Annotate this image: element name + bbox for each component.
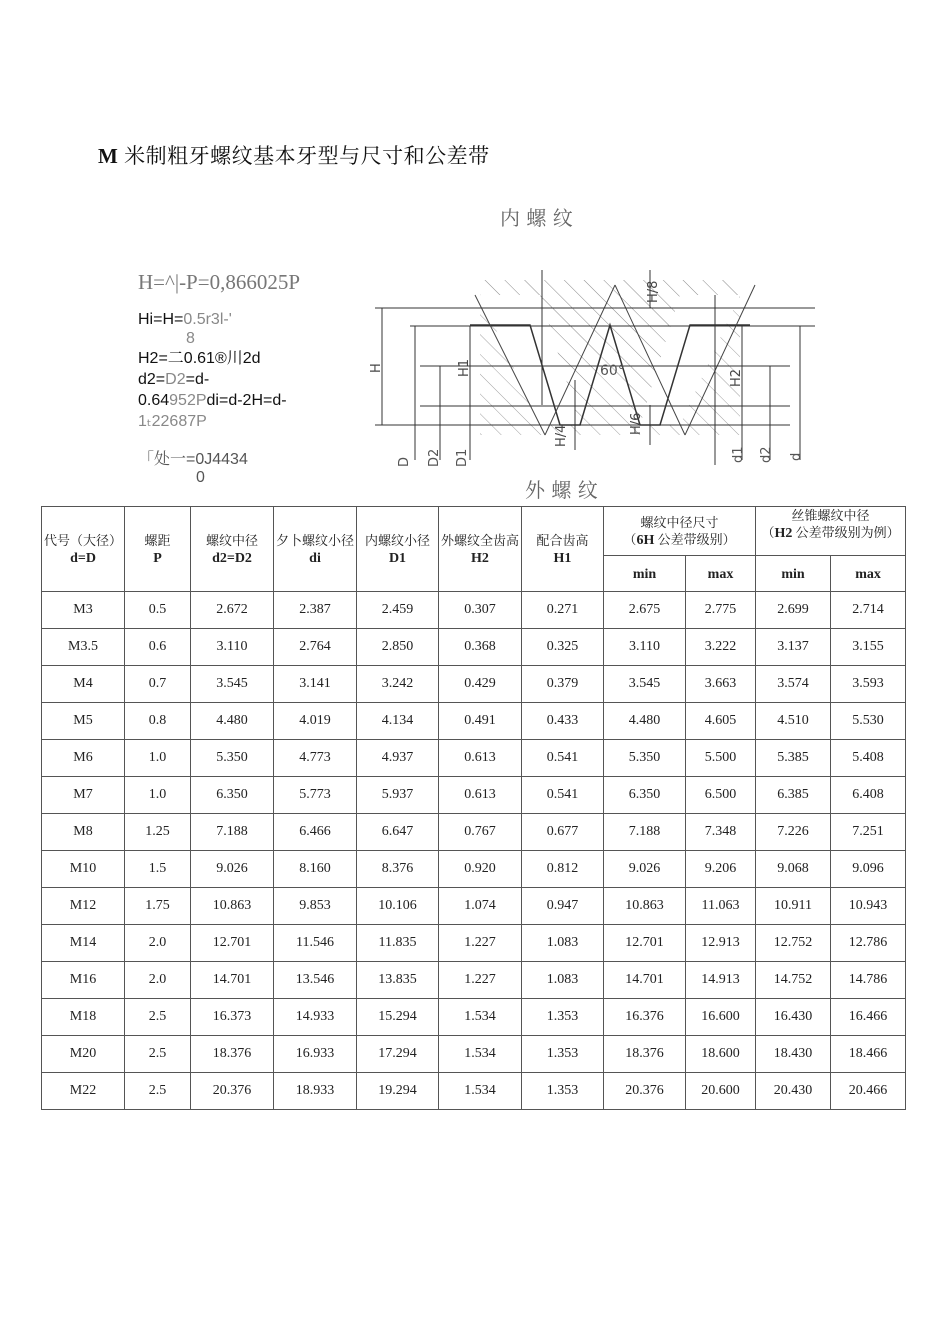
table-cell: 2.775	[686, 592, 756, 629]
table-cell: 2.387	[274, 592, 357, 629]
table-row	[42, 814, 906, 851]
table-cell: 9.853	[274, 888, 357, 925]
table-cell: 1.75	[125, 888, 191, 925]
table-cell: 20.430	[756, 1073, 831, 1110]
table-cell: 1.353	[522, 1036, 604, 1073]
table-cell: 0.325	[522, 629, 604, 666]
table-cell: 5.408	[831, 740, 906, 777]
table-cell: 0.5	[125, 592, 191, 629]
header-tap-clip	[756, 507, 905, 555]
table-cell: 14.752	[756, 962, 831, 999]
label-d1: d1	[731, 446, 746, 463]
header-tap-class: H2	[774, 526, 793, 541]
table-row	[42, 666, 906, 703]
table-cell: 10.863	[191, 888, 274, 925]
table-cell: 0.307	[439, 592, 522, 629]
table-cell: 18.430	[756, 1036, 831, 1073]
table-cell: 17.294	[357, 1036, 439, 1073]
header-engagement-symbol: H1	[553, 550, 572, 566]
table-cell: 3.545	[604, 666, 686, 703]
table-cell: 16.373	[191, 999, 274, 1036]
table-cell: 0.491	[439, 703, 522, 740]
header-full-depth-label: 外螺纹全齿高	[440, 532, 519, 548]
formula-h2	[138, 348, 348, 369]
table-cell: 0.7	[125, 666, 191, 703]
table-cell: M22	[42, 1073, 125, 1110]
label-H1: H1	[457, 358, 472, 377]
header-full-depth	[439, 507, 522, 592]
table-cell: M3.5	[42, 629, 125, 666]
table-cell: 14.786	[831, 962, 906, 999]
formula-main: H=^|-P=0,866025P	[138, 270, 301, 294]
table-cell: 6.466	[274, 814, 357, 851]
table-row	[42, 851, 906, 888]
table-cell: M3	[42, 592, 125, 629]
formula-d2-b: D2	[165, 371, 186, 388]
table-cell: M18	[42, 999, 125, 1036]
table-cell: 8.376	[357, 851, 439, 888]
label-H: H	[369, 363, 384, 373]
table-cell: 2.714	[831, 592, 906, 629]
table-cell: 1.0	[125, 740, 191, 777]
table-cell: 8.160	[274, 851, 357, 888]
table-cell: 7.188	[604, 814, 686, 851]
table-cell: 1.353	[522, 1073, 604, 1110]
table-row	[42, 888, 906, 925]
header-pitch-size-group	[604, 507, 756, 556]
table-cell: 4.480	[604, 703, 686, 740]
table-cell: 0.379	[522, 666, 604, 703]
formula-d2	[138, 369, 348, 390]
table-cell: M6	[42, 740, 125, 777]
table-cell: 18.376	[604, 1036, 686, 1073]
title-bold-m: M	[98, 144, 119, 168]
table-cell: 12.701	[191, 925, 274, 962]
table-cell: 13.835	[357, 962, 439, 999]
table-cell: 4.937	[357, 740, 439, 777]
table-cell: 0.613	[439, 740, 522, 777]
table-row	[42, 629, 906, 666]
table-cell: 3.155	[831, 629, 906, 666]
table-cell: 15.294	[357, 999, 439, 1036]
table-cell: 0.429	[439, 666, 522, 703]
header-pitch-size-note: 公差带级别）	[657, 531, 736, 547]
label-d2: d2	[759, 446, 774, 463]
table-cell: 10.911	[756, 888, 831, 925]
table-cell: 2.675	[604, 592, 686, 629]
table-cell: 2.672	[191, 592, 274, 629]
table-cell: M14	[42, 925, 125, 962]
table-cell: M16	[42, 962, 125, 999]
table-cell: 7.188	[191, 814, 274, 851]
formula-di-cont-text: 1ₜ22687P	[138, 413, 207, 430]
table-cell: 6.350	[191, 777, 274, 814]
table-cell: 0.433	[522, 703, 604, 740]
header-max-2-label: max	[855, 566, 881, 582]
table-cell: M4	[42, 666, 125, 703]
table-cell: 0.947	[522, 888, 604, 925]
header-nominal-symbol: d=D	[70, 550, 96, 566]
table-cell: 4.134	[357, 703, 439, 740]
table-cell: 0.920	[439, 851, 522, 888]
table-cell: 12.752	[756, 925, 831, 962]
table-cell: 12.701	[604, 925, 686, 962]
table-cell: 2.764	[274, 629, 357, 666]
header-min-2	[756, 556, 831, 592]
label-H6: H/6	[629, 412, 644, 435]
table-cell: 3.574	[756, 666, 831, 703]
table-cell: 0.613	[439, 777, 522, 814]
table-cell: 0.368	[439, 629, 522, 666]
table-cell: 4.480	[191, 703, 274, 740]
formula-di	[138, 390, 348, 411]
table-cell: 0.6	[125, 629, 191, 666]
header-min-2-label: min	[781, 566, 805, 582]
header-tap-group	[756, 507, 906, 556]
table-cell: M8	[42, 814, 125, 851]
table-cell: 11.546	[274, 925, 357, 962]
header-ext-minor-symbol: di	[309, 550, 321, 566]
table-cell: 3.110	[191, 629, 274, 666]
table-cell: 1.25	[125, 814, 191, 851]
header-pitch-label: 螺距	[144, 532, 171, 548]
table-cell: 18.933	[274, 1073, 357, 1110]
table-cell: 5.500	[686, 740, 756, 777]
table-cell: 9.206	[686, 851, 756, 888]
table-cell: 2.5	[125, 1073, 191, 1110]
table-cell: 16.933	[274, 1036, 357, 1073]
table-cell: 1.074	[439, 888, 522, 925]
table-cell: 0.541	[522, 777, 604, 814]
table-cell: M10	[42, 851, 125, 888]
header-nominal	[42, 507, 125, 592]
label-H4: H/4	[554, 424, 569, 447]
table-cell: 6.350	[604, 777, 686, 814]
thread-spec-table	[41, 506, 906, 1110]
table-cell: 6.500	[686, 777, 756, 814]
formula-d2-c: =d-	[185, 371, 210, 388]
header-pitch-size-label: 螺纹中径尺寸	[640, 514, 719, 530]
formula-last: 「处一=0J4434	[138, 451, 248, 468]
table-cell: 0.271	[522, 592, 604, 629]
table-cell: 11.063	[686, 888, 756, 925]
table-cell: 16.376	[604, 999, 686, 1036]
table-cell: 6.647	[357, 814, 439, 851]
table-cell: 6.385	[756, 777, 831, 814]
table-cell: 1.083	[522, 962, 604, 999]
table-cell: 14.701	[604, 962, 686, 999]
table-cell: 1.0	[125, 777, 191, 814]
title-text: 米制粗牙螺纹基本牙型与尺寸和公差带	[124, 144, 490, 168]
table-cell: 1.534	[439, 1036, 522, 1073]
header-int-minor-symbol: D1	[388, 550, 407, 566]
header-tap-paren: （	[761, 525, 775, 540]
table-cell: 20.376	[604, 1073, 686, 1110]
table-cell: 16.600	[686, 999, 756, 1036]
header-pitch-size-class: 6H	[636, 532, 655, 548]
table-cell: 1.534	[439, 1073, 522, 1110]
table-cell: 5.350	[604, 740, 686, 777]
table-cell: 4.019	[274, 703, 357, 740]
table-cell: 16.430	[756, 999, 831, 1036]
header-max-1-label: max	[707, 566, 734, 582]
table-cell: 4.605	[686, 703, 756, 740]
table-cell: 18.466	[831, 1036, 906, 1073]
table-cell: 3.663	[686, 666, 756, 703]
header-pitch-diameter-label: 螺纹中径	[205, 532, 258, 548]
table-cell: 10.106	[357, 888, 439, 925]
label-H8: H/8	[646, 280, 661, 303]
table-cell: 20.600	[686, 1073, 756, 1110]
formula-h1-a: Hi=H=	[138, 311, 184, 328]
table-cell: 0.677	[522, 814, 604, 851]
table-row	[42, 592, 906, 629]
table-cell: 3.222	[686, 629, 756, 666]
table-cell: 5.937	[357, 777, 439, 814]
table-row	[42, 777, 906, 814]
header-min-1	[604, 556, 686, 592]
table-cell: 3.242	[357, 666, 439, 703]
table-cell: 3.593	[831, 666, 906, 703]
table-cell: 0.767	[439, 814, 522, 851]
table-cell: 2.699	[756, 592, 831, 629]
table-cell: 2.5	[125, 999, 191, 1036]
table-cell: 12.786	[831, 925, 906, 962]
table-cell: 11.835	[357, 925, 439, 962]
table-cell: 14.701	[191, 962, 274, 999]
table-row	[42, 962, 906, 999]
header-nominal-label: 代号（大径）	[43, 532, 122, 548]
header-int-minor	[357, 507, 439, 592]
table-cell: 2.459	[357, 592, 439, 629]
table-cell: 3.110	[604, 629, 686, 666]
formula-di-a: 0.64	[138, 392, 170, 409]
header-pitch-size-paren: （	[623, 531, 637, 547]
table-cell: 2.0	[125, 925, 191, 962]
table-cell: 3.545	[191, 666, 274, 703]
header-ext-minor	[274, 507, 357, 592]
formula-block	[138, 270, 348, 487]
header-max-2	[831, 556, 906, 592]
table-cell: M20	[42, 1036, 125, 1073]
header-engagement-label: 配合齿高	[536, 532, 589, 548]
label-H2: H2	[729, 368, 744, 387]
table-cell: 1.227	[439, 962, 522, 999]
header-pitch-diameter	[191, 507, 274, 592]
table-cell: 4.773	[274, 740, 357, 777]
table-cell: 7.226	[756, 814, 831, 851]
formula-h1	[138, 309, 348, 330]
table-cell: 5.530	[831, 703, 906, 740]
table-cell: 9.026	[191, 851, 274, 888]
table-cell: 9.026	[604, 851, 686, 888]
table-cell: 9.068	[756, 851, 831, 888]
table-row	[42, 703, 906, 740]
table-row	[42, 925, 906, 962]
label-d: d	[789, 452, 804, 461]
table-cell: 1.353	[522, 999, 604, 1036]
table-row	[42, 1073, 906, 1110]
table-cell: 14.913	[686, 962, 756, 999]
table-cell: 12.913	[686, 925, 756, 962]
table-cell: 18.600	[686, 1036, 756, 1073]
table-cell: 1.5	[125, 851, 191, 888]
header-ext-minor-label: 夕卜螺纹小径	[275, 532, 354, 548]
header-full-depth-symbol: H2	[471, 550, 489, 566]
table-cell: 1.227	[439, 925, 522, 962]
table-cell: 3.137	[756, 629, 831, 666]
internal-thread-label: 内 螺 纹	[500, 206, 573, 230]
table-cell: 6.408	[831, 777, 906, 814]
formula-di-b: 952P	[169, 392, 207, 409]
table-cell: 7.348	[686, 814, 756, 851]
formula-di-c: di=d-2H=d-	[206, 392, 287, 409]
table-cell: 10.863	[604, 888, 686, 925]
header-engagement	[522, 507, 604, 592]
table-cell: 2.5	[125, 1036, 191, 1073]
label-D1: D1	[455, 448, 470, 467]
angle-label: 60°	[600, 363, 625, 379]
header-pitch-symbol: P	[153, 550, 162, 566]
table-cell: 13.546	[274, 962, 357, 999]
table-row	[42, 1036, 906, 1073]
header-min-1-label: min	[632, 566, 657, 582]
header-pitch-diameter-symbol: d2=D2	[212, 550, 252, 566]
formula-h1-b: 0.5r3l-'	[183, 311, 232, 328]
header-tap-note: 公差带级别为例）	[795, 525, 900, 540]
label-D: D	[397, 456, 412, 467]
formula-d2-a: d2=	[138, 371, 166, 388]
formula-h1-sub: 8	[186, 330, 195, 347]
table-cell: 20.466	[831, 1073, 906, 1110]
header-max-1	[686, 556, 756, 592]
table-cell: 1.534	[439, 999, 522, 1036]
table-cell: 5.350	[191, 740, 274, 777]
table-cell: 0.541	[522, 740, 604, 777]
table-cell: 5.385	[756, 740, 831, 777]
table-cell: 0.8	[125, 703, 191, 740]
page-title	[98, 140, 490, 170]
table-cell: M12	[42, 888, 125, 925]
label-D2: D2	[427, 448, 442, 467]
formula-last-sub: 0	[196, 469, 205, 486]
table-cell: 7.251	[831, 814, 906, 851]
table-cell: 19.294	[357, 1073, 439, 1110]
table-cell: 5.773	[274, 777, 357, 814]
table-cell: 16.466	[831, 999, 906, 1036]
table-cell: M5	[42, 703, 125, 740]
formula-h2-text: H2=二0.61®川2d	[138, 350, 261, 367]
external-thread-label: 外 螺 纹	[525, 478, 598, 502]
table-cell: 20.376	[191, 1073, 274, 1110]
thread-profile-diagram	[360, 195, 820, 505]
table-cell: 2.850	[357, 629, 439, 666]
table-cell: 4.510	[756, 703, 831, 740]
table-row	[42, 740, 906, 777]
table-cell: 10.943	[831, 888, 906, 925]
table-cell: 18.376	[191, 1036, 274, 1073]
table-header-row-1	[42, 507, 906, 556]
table-cell: 1.083	[522, 925, 604, 962]
header-tap-label: 丝锥螺纹中径	[791, 508, 870, 523]
formula-di-cont	[138, 411, 348, 432]
table-body	[42, 592, 906, 1110]
table-cell: 0.812	[522, 851, 604, 888]
table-cell: 14.933	[274, 999, 357, 1036]
table-cell: 9.096	[831, 851, 906, 888]
table-cell: 2.0	[125, 962, 191, 999]
header-int-minor-label: 内螺纹小径	[364, 532, 430, 548]
table-cell: 3.141	[274, 666, 357, 703]
header-pitch	[125, 507, 191, 592]
table-row	[42, 999, 906, 1036]
table-cell: M7	[42, 777, 125, 814]
